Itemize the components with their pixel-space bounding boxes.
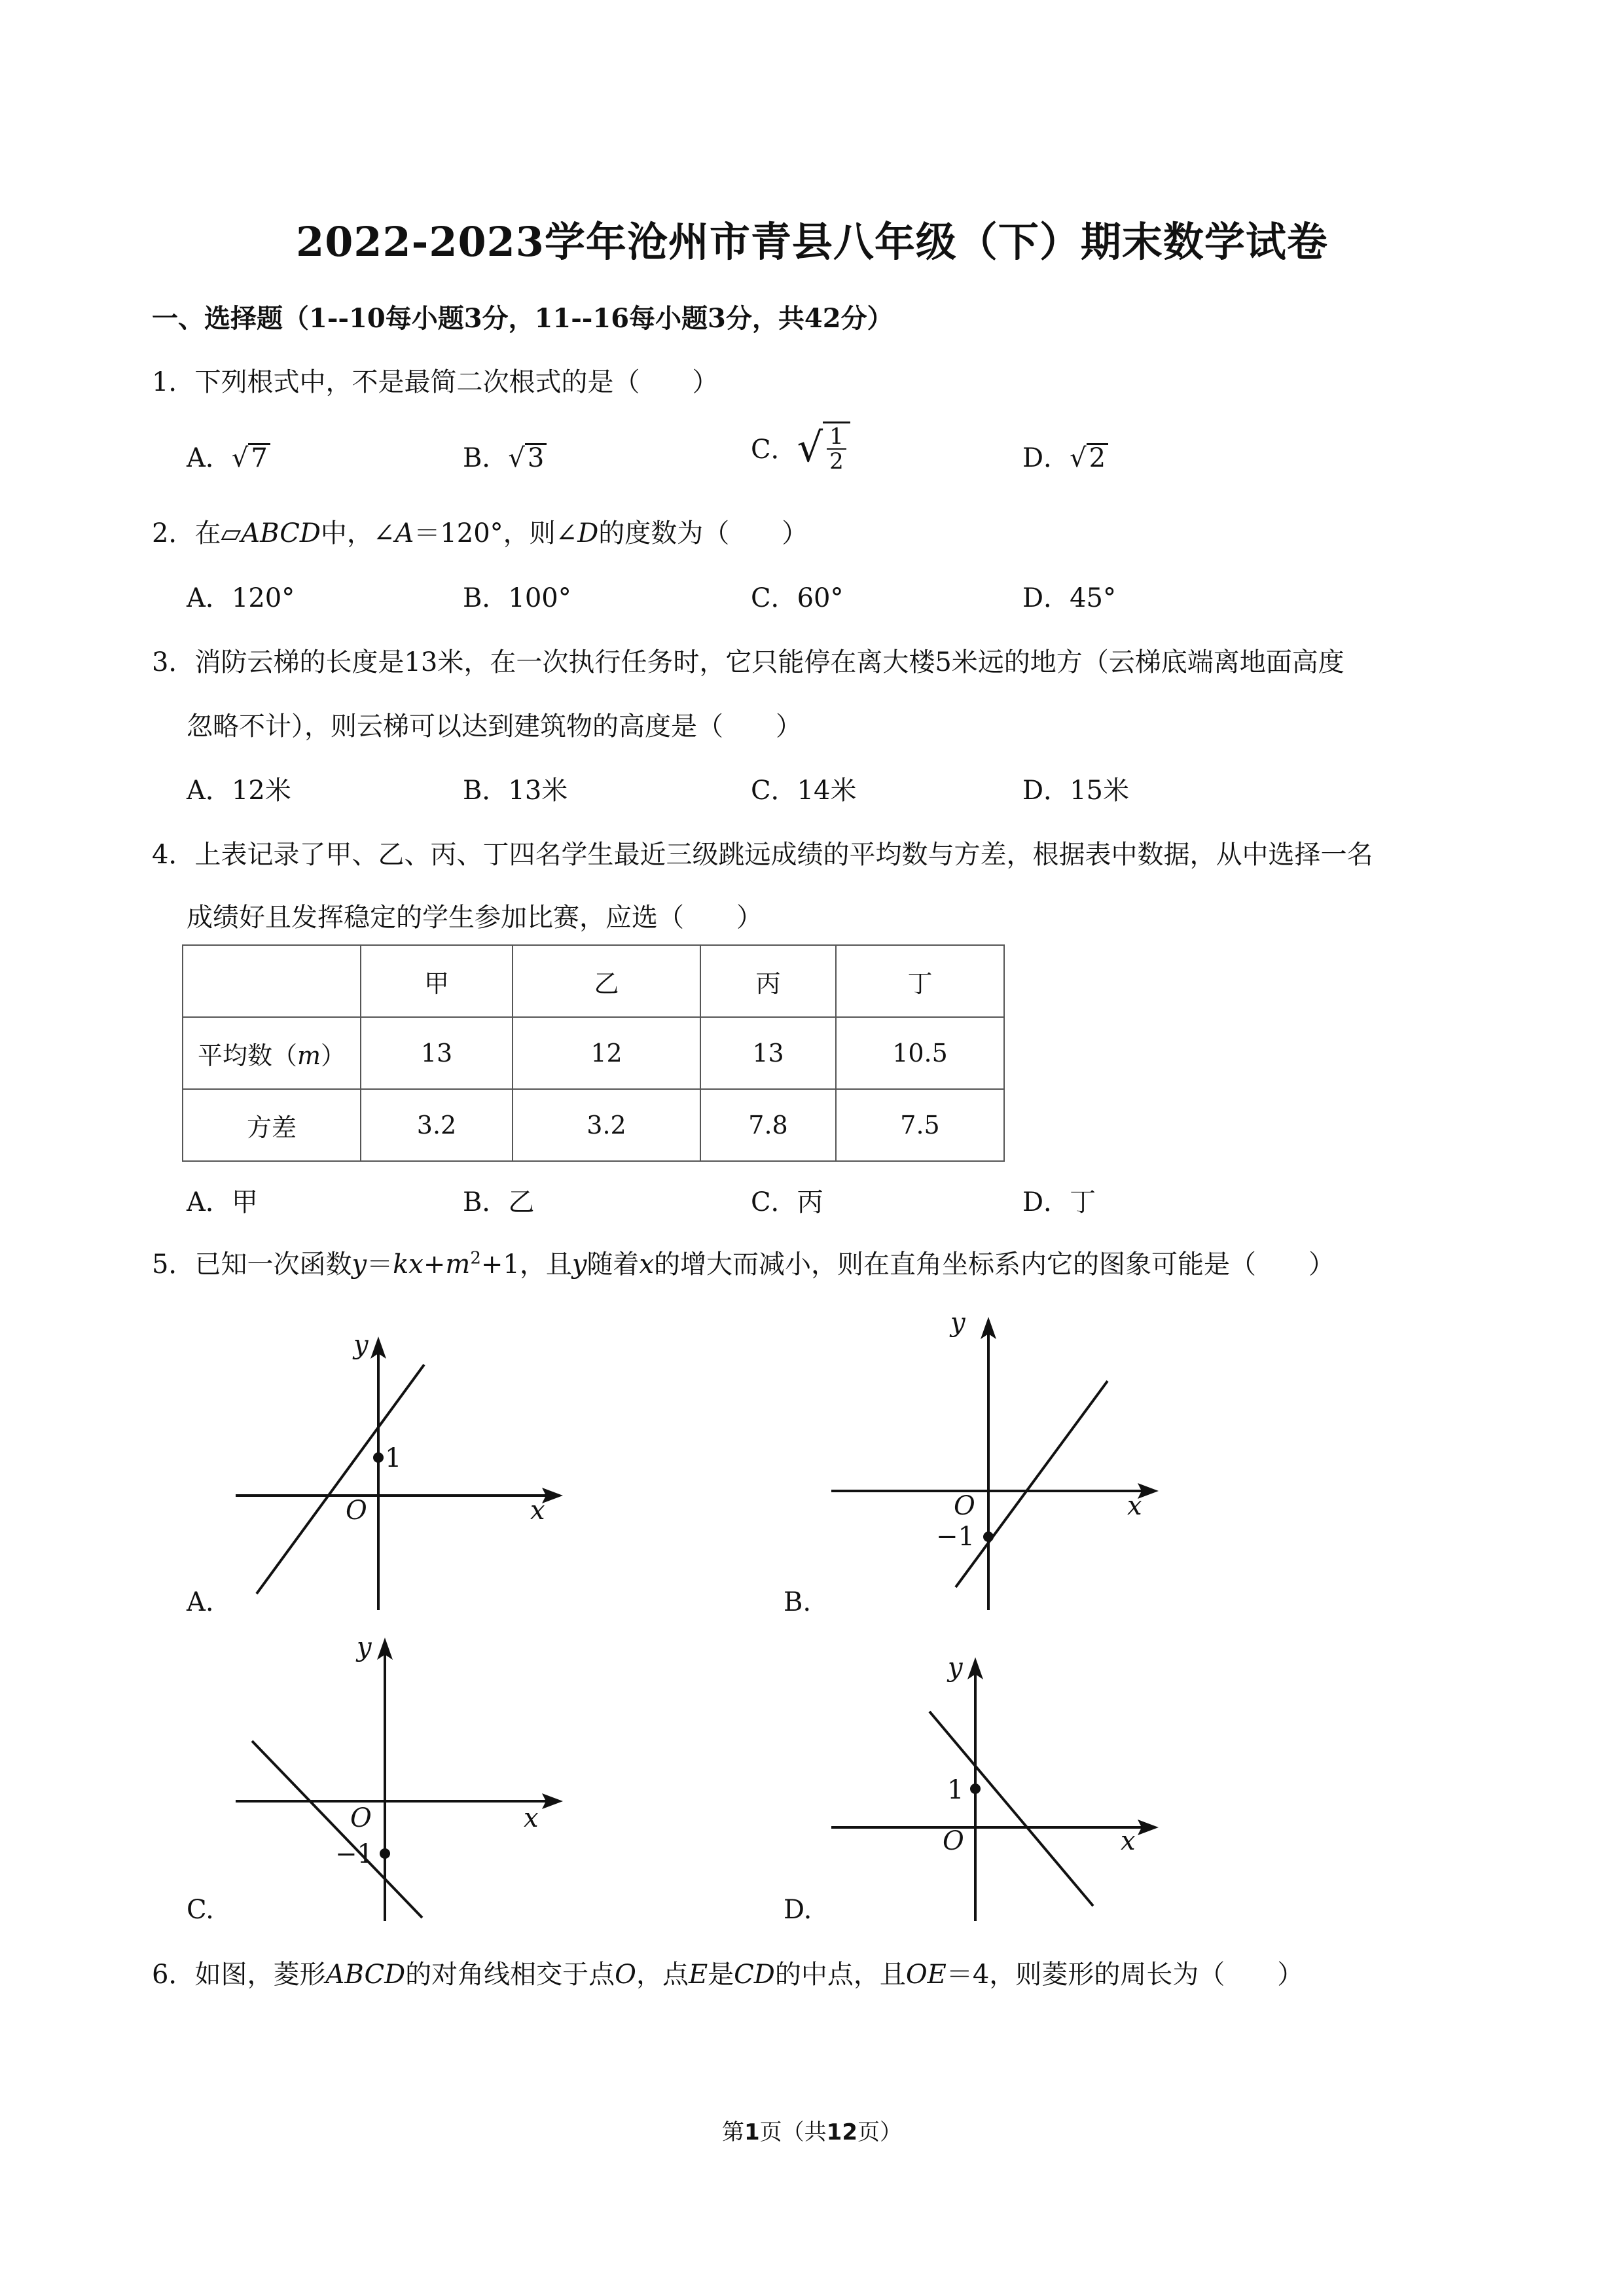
table-row-label: 平均数（m） bbox=[183, 1017, 361, 1089]
table-cell: 10.5 bbox=[836, 1017, 1004, 1089]
y-axis-label: y bbox=[353, 1330, 369, 1360]
y-axis-label: y bbox=[357, 1632, 372, 1662]
question-1 bbox=[152, 361, 718, 399]
q3-option-b[interactable]: B．13米 bbox=[463, 776, 568, 806]
q2-option-d[interactable]: D．45° bbox=[1022, 583, 1116, 613]
intercept-label: −1 bbox=[936, 1522, 975, 1552]
q2-option-a[interactable]: A．120° bbox=[187, 583, 295, 613]
table-header-cell: 丙 bbox=[700, 945, 836, 1017]
q1-option-c[interactable]: C．√ $\frac{1}{2}$ bbox=[751, 422, 850, 473]
q3-option-d[interactable]: D．15米 bbox=[1022, 776, 1129, 806]
table-cell: 12 bbox=[513, 1017, 700, 1089]
origin-label: O bbox=[350, 1803, 372, 1833]
intercept-label: 1 bbox=[947, 1775, 964, 1805]
q3-option-a[interactable]: A．12米 bbox=[187, 776, 291, 806]
intercept-label: 1 bbox=[385, 1443, 402, 1473]
q5-option-a[interactable]: A. bbox=[187, 1587, 214, 1617]
table-row-label: 方差 bbox=[183, 1089, 361, 1161]
q1-option-d[interactable]: D．√ 2 bbox=[1022, 437, 1108, 475]
question-4-line-1: 4．上表记录了甲、乙、丙、丁四名学生最近三级跳远成绩的平均数与方差，根据表中数据，从中选择一名 bbox=[152, 840, 1373, 870]
function-line bbox=[956, 1381, 1108, 1587]
table-row bbox=[183, 1089, 1004, 1161]
score-table bbox=[182, 944, 1005, 1162]
origin-label: O bbox=[943, 1826, 964, 1856]
sqrt-sign: √ bbox=[231, 443, 249, 473]
q4-option-d[interactable]: D．丁 bbox=[1022, 1187, 1096, 1217]
origin-label: O bbox=[954, 1491, 975, 1521]
intercept-point bbox=[983, 1532, 994, 1542]
page-number: 1 bbox=[744, 2119, 760, 2145]
table-header-cell: 甲 bbox=[361, 945, 513, 1017]
section-heading: 一、选择题（1--10每小题3分，11--16每小题3分，共42分） bbox=[152, 303, 893, 334]
question-6: 6．如图，菱形ABCD的对角线相交于点O，点E是CD的中点，且OE＝4，则菱形的周长为（ ） bbox=[152, 1960, 1304, 1990]
function-line bbox=[252, 1741, 422, 1918]
function-line bbox=[257, 1365, 424, 1594]
question-3-line-2: 忽略不计），则云梯可以达到建筑物的高度是（ ） bbox=[187, 711, 802, 742]
q5-option-b[interactable]: B. bbox=[784, 1587, 812, 1617]
q5-option-c[interactable]: C. bbox=[187, 1895, 214, 1925]
table-cell: 7.5 bbox=[836, 1089, 1004, 1161]
x-axis-label: x bbox=[1121, 1826, 1136, 1856]
intercept-point bbox=[380, 1848, 390, 1859]
question-5: 5．已知一次函数$y=kx+m^2+1$，且y随着x的增大而减小，则在直角坐标系内它的图象可能是（ ） bbox=[152, 1248, 1335, 1280]
sqrt-sign: √ bbox=[797, 423, 823, 471]
x-axis-label: x bbox=[524, 1803, 539, 1833]
page-footer: 第1页（共12页） bbox=[722, 2119, 902, 2145]
intercept-label: −1 bbox=[335, 1839, 374, 1869]
q1-option-a[interactable]: A．√ 7 bbox=[187, 437, 270, 475]
question-2: 2．在▱ABCD中，∠A＝120°，则∠D的度数为（ ） bbox=[152, 518, 808, 548]
q4-option-b[interactable]: B．乙 bbox=[463, 1187, 535, 1217]
intercept-point bbox=[970, 1784, 981, 1794]
table-row bbox=[183, 1017, 1004, 1089]
question-number: 1． bbox=[152, 367, 195, 397]
graph-b bbox=[825, 1309, 1165, 1617]
origin-label: O bbox=[346, 1496, 367, 1526]
table-cell: 13 bbox=[361, 1017, 513, 1089]
page-title: 2022-2023学年沧州市青县八年级（下）期末数学试卷 bbox=[296, 218, 1328, 266]
table-header-row bbox=[183, 945, 1004, 1017]
q4-option-c[interactable]: C．丙 bbox=[751, 1187, 823, 1217]
fraction: $\frac{1}{2}$ bbox=[823, 422, 850, 473]
question-4-line-2: 成绩好且发挥稳定的学生参加比赛，应选（ ） bbox=[187, 903, 763, 933]
x-axis-label: x bbox=[530, 1496, 545, 1526]
page-total: 12 bbox=[826, 2119, 857, 2145]
question-3-line-1: 3．消防云梯的长度是13米，在一次执行任务时，它只能停在离大楼5米远的地方（云梯底端离地面高度 bbox=[152, 647, 1344, 677]
table-cell: 13 bbox=[700, 1017, 836, 1089]
table-cell: 3.2 bbox=[361, 1089, 513, 1161]
graph-c bbox=[229, 1630, 569, 1924]
y-axis-label: y bbox=[948, 1653, 963, 1683]
table-header-cell bbox=[183, 945, 361, 1017]
x-axis-label: x bbox=[1127, 1491, 1142, 1521]
q2-option-b[interactable]: B．100° bbox=[463, 583, 571, 613]
graph-d bbox=[825, 1649, 1165, 1924]
table-cell: 7.8 bbox=[700, 1089, 836, 1161]
question-text: 下列根式中，不是最简二次根式的是（ ） bbox=[194, 367, 719, 397]
table-cell: 3.2 bbox=[513, 1089, 700, 1161]
q1-option-b[interactable]: B．√ 3 bbox=[463, 437, 547, 475]
y-axis-label: y bbox=[950, 1308, 965, 1338]
sqrt-sign: √ bbox=[508, 443, 525, 473]
q3-option-c[interactable]: C．14米 bbox=[751, 776, 857, 806]
q5-option-d[interactable]: D. bbox=[784, 1895, 812, 1925]
function-line bbox=[929, 1712, 1093, 1906]
q2-option-c[interactable]: C．60° bbox=[751, 583, 844, 613]
q4-option-a[interactable]: A．甲 bbox=[187, 1187, 258, 1217]
intercept-point bbox=[373, 1452, 384, 1463]
sqrt-sign: √ bbox=[1070, 443, 1087, 473]
table-header-cell: 丁 bbox=[836, 945, 1004, 1017]
table-header-cell: 乙 bbox=[513, 945, 700, 1017]
